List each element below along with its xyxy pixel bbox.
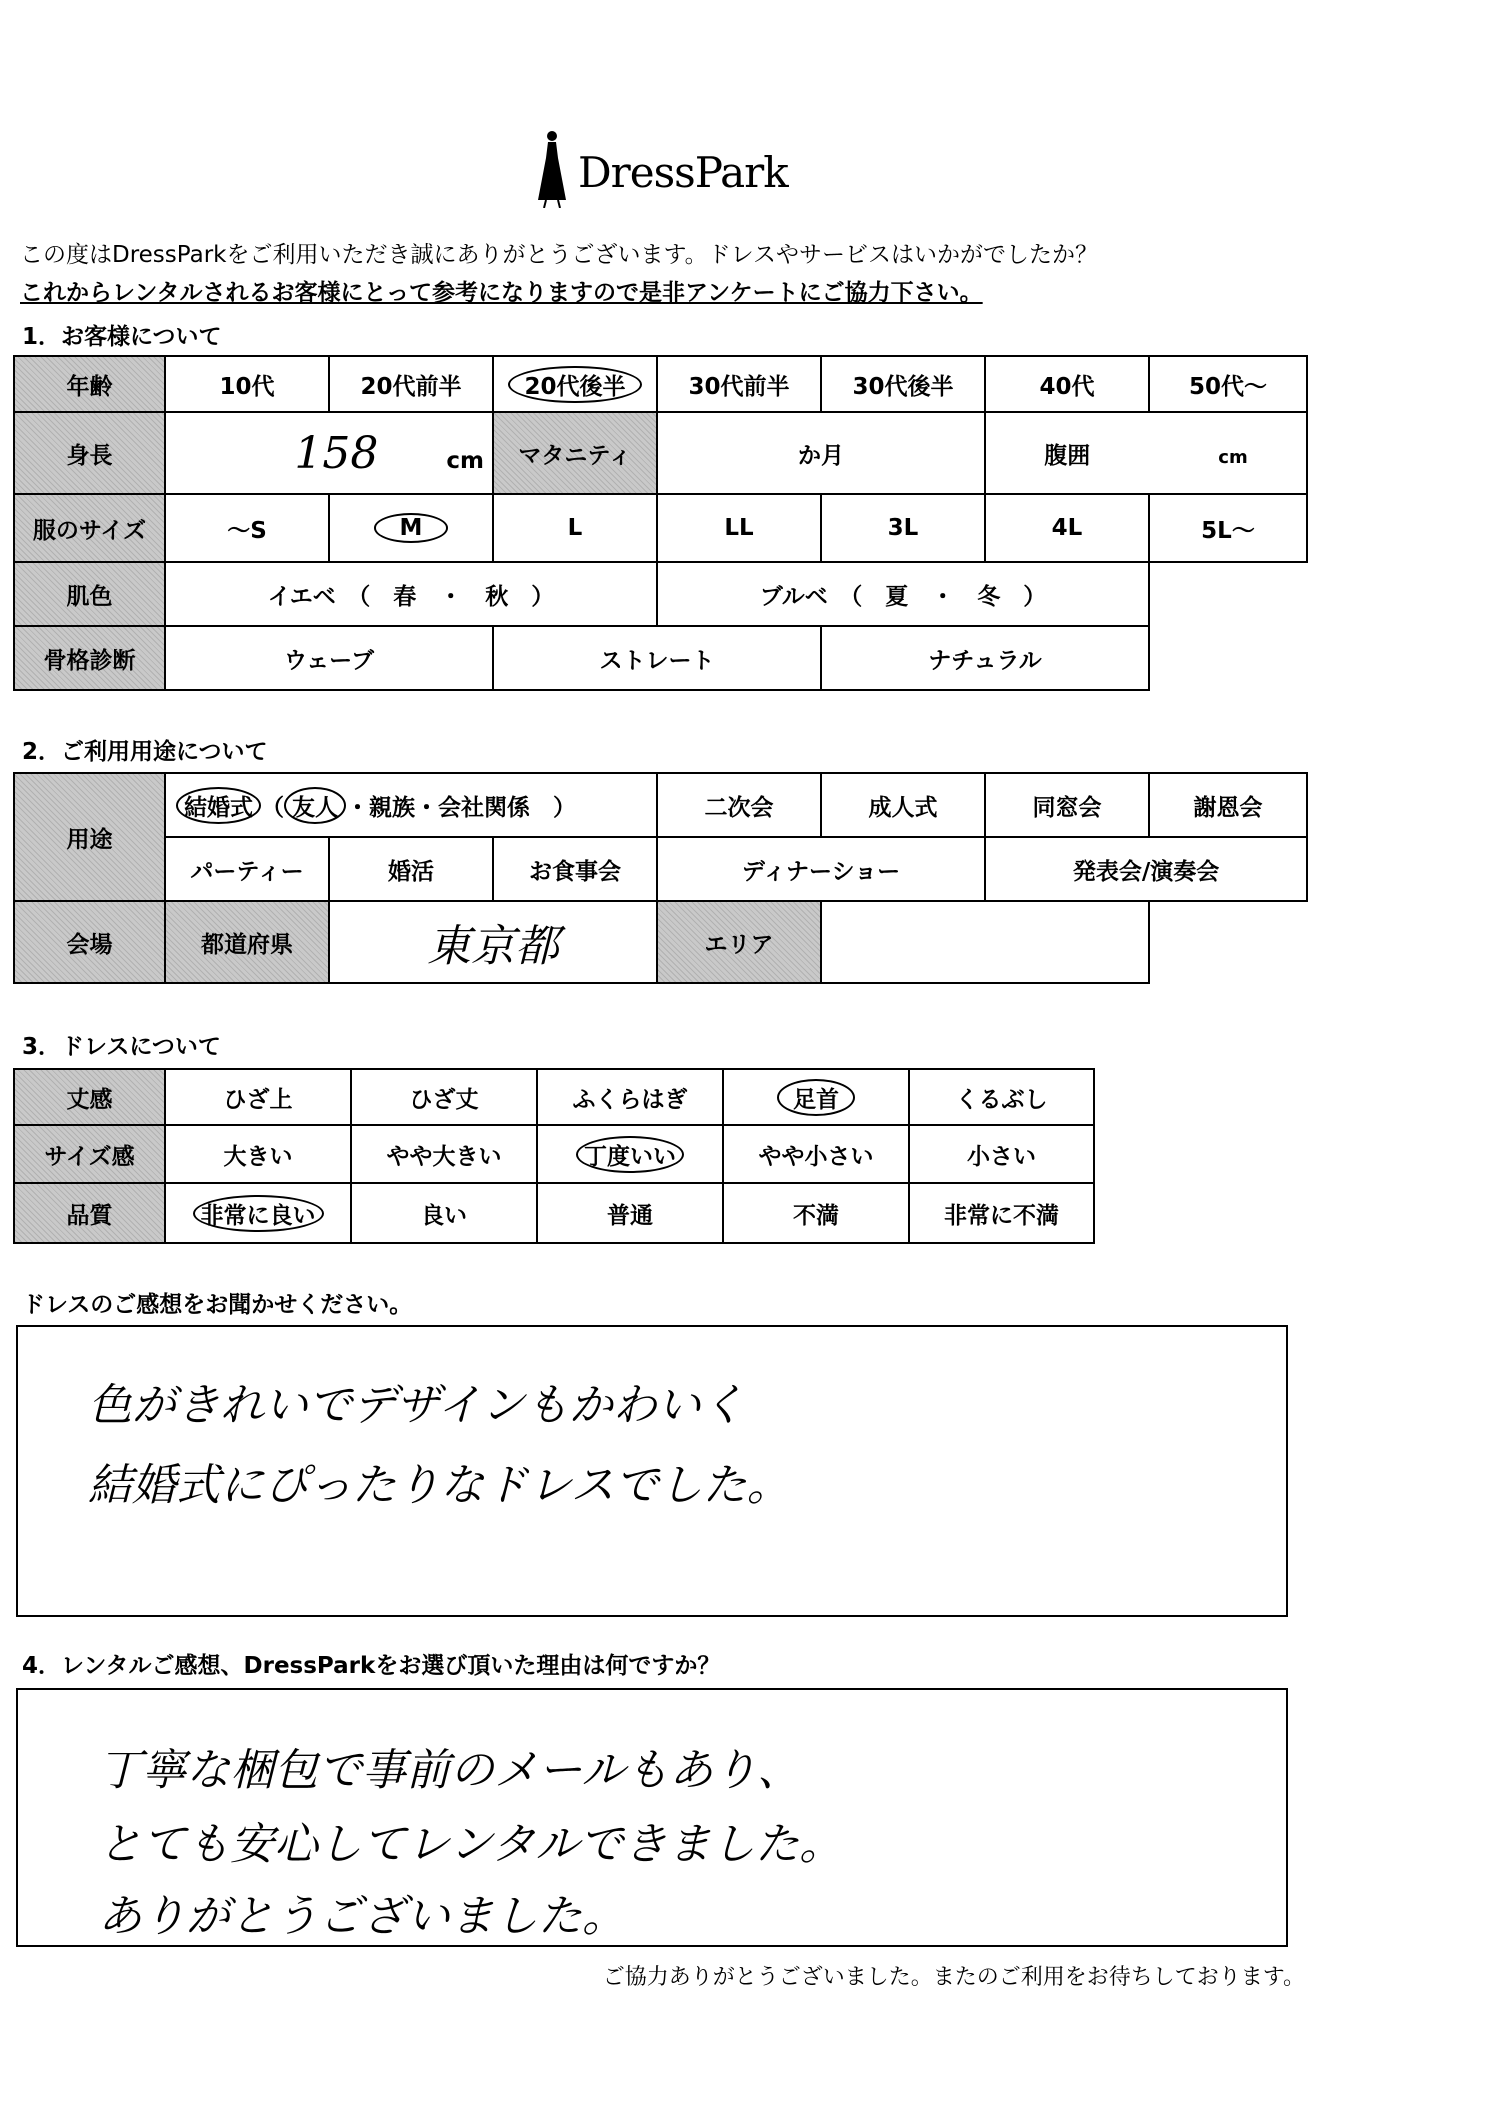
prefecture-value: 東京都 bbox=[427, 921, 559, 972]
waist-label: 腹囲 bbox=[1044, 442, 1091, 469]
skin-label: 肌色 bbox=[14, 562, 165, 626]
age-label: 年齢 bbox=[14, 356, 165, 412]
fit-option-selected[interactable] bbox=[537, 1125, 723, 1183]
fit-option[interactable]: やや小さい bbox=[723, 1125, 909, 1183]
length-option[interactable]: ひざ丈 bbox=[351, 1069, 537, 1125]
reason-line: ありがとうございました。 bbox=[98, 1891, 626, 1942]
usage-option[interactable]: 謝恩会 bbox=[1149, 773, 1307, 837]
age-option[interactable]: 30代後半 bbox=[821, 356, 985, 412]
section1-title: 1．お客様について bbox=[22, 324, 222, 350]
frame-option[interactable]: ストレート bbox=[493, 626, 821, 690]
age-option[interactable]: 40代 bbox=[985, 356, 1149, 412]
logo bbox=[530, 128, 790, 208]
friend-selected: 友人 bbox=[284, 787, 346, 824]
open-paren: （ bbox=[261, 794, 284, 821]
skin-blue-option[interactable]: ブルベ （ 夏 ・ 冬 ） bbox=[657, 562, 1149, 626]
customer-table bbox=[13, 355, 1308, 691]
impression-line: 色がきれいでデザインもかわいく bbox=[88, 1380, 745, 1431]
wedding-option-cell[interactable] bbox=[165, 773, 657, 837]
size-option[interactable]: 4L bbox=[985, 494, 1149, 562]
length-option-selected[interactable] bbox=[723, 1069, 909, 1125]
usage-row-1 bbox=[14, 773, 1307, 837]
size-option[interactable]: LL bbox=[657, 494, 821, 562]
skin-yellow-option[interactable]: イエベ （ 春 ・ 秋 ） bbox=[165, 562, 657, 626]
venue-row bbox=[14, 901, 1307, 983]
usage-option[interactable]: 成人式 bbox=[821, 773, 985, 837]
size-option[interactable]: 5L～ bbox=[1149, 494, 1307, 562]
frame-label: 骨格診断 bbox=[14, 626, 165, 690]
skin-row bbox=[14, 562, 1307, 626]
size-label: 服のサイズ bbox=[14, 494, 165, 562]
selection-circle: 足首 bbox=[777, 1079, 855, 1116]
usage-row-2 bbox=[14, 837, 1307, 901]
empty-cell bbox=[1149, 901, 1307, 983]
usage-option[interactable]: パーティー bbox=[165, 837, 329, 901]
selection-circle: 20代後半 bbox=[508, 366, 641, 403]
quality-row bbox=[14, 1183, 1094, 1243]
maternity-label: マタニティ bbox=[493, 412, 657, 494]
size-option[interactable]: ～S bbox=[165, 494, 329, 562]
age-option[interactable]: 30代前半 bbox=[657, 356, 821, 412]
usage-option[interactable]: ディナーショー bbox=[657, 837, 985, 901]
prefecture-field[interactable] bbox=[329, 901, 657, 983]
waist-unit: cm bbox=[1218, 446, 1248, 468]
height-row bbox=[14, 412, 1307, 494]
height-value: 158 bbox=[294, 427, 379, 479]
fit-option[interactable]: 大きい bbox=[165, 1125, 351, 1183]
fit-option[interactable]: やや大きい bbox=[351, 1125, 537, 1183]
fit-label: サイズ感 bbox=[14, 1125, 165, 1183]
selection-circle: 丁度いい bbox=[576, 1136, 684, 1173]
waist-field[interactable] bbox=[985, 412, 1307, 494]
height-field[interactable] bbox=[165, 412, 493, 494]
usage-option[interactable]: お食事会 bbox=[493, 837, 657, 901]
intro-line-1: この度はDressParkをご利用いただき誠にありがとうございます。ドレスやサービスはいかがでしたか？ bbox=[20, 242, 1098, 268]
empty-cell bbox=[1149, 626, 1307, 690]
venue-label: 会場 bbox=[14, 901, 165, 983]
size-option[interactable]: L bbox=[493, 494, 657, 562]
usage-label: 用途 bbox=[14, 773, 165, 901]
age-option[interactable]: 50代～ bbox=[1149, 356, 1307, 412]
usage-option[interactable]: 同窓会 bbox=[985, 773, 1149, 837]
age-option[interactable]: 20代前半 bbox=[329, 356, 493, 412]
footer-thanks: ご協力ありがとうございました。またのご利用をお待ちしております。 bbox=[602, 1965, 1305, 1990]
height-label: 身長 bbox=[14, 412, 165, 494]
wedding-selected: 結婚式 bbox=[176, 787, 261, 824]
length-option[interactable]: くるぶし bbox=[909, 1069, 1094, 1125]
reason-line: 丁寧な梱包で事前のメールもあり、 bbox=[98, 1745, 802, 1796]
wedding-rest: ・親族・会社関係 ） bbox=[346, 794, 576, 821]
usage-option[interactable]: 婚活 bbox=[329, 837, 493, 901]
dress-silhouette-icon bbox=[530, 128, 574, 208]
quality-label: 品質 bbox=[14, 1183, 165, 1243]
maternity-month-field[interactable] bbox=[657, 412, 985, 494]
length-option[interactable]: ひざ上 bbox=[165, 1069, 351, 1125]
reason-textarea[interactable] bbox=[16, 1688, 1288, 1947]
impression-textarea[interactable] bbox=[16, 1325, 1288, 1617]
section2-title: 2．ご利用用途について bbox=[22, 739, 268, 765]
quality-option[interactable]: 良い bbox=[351, 1183, 537, 1243]
fit-row bbox=[14, 1125, 1094, 1183]
month-unit: か月 bbox=[798, 442, 844, 469]
intro-line-2: これからレンタルされるお客様にとって参考になりますので是非アンケートにご協力下さい。 bbox=[20, 280, 983, 306]
selection-circle: M bbox=[374, 513, 449, 543]
age-option-selected[interactable] bbox=[493, 356, 657, 412]
fit-option[interactable]: 小さい bbox=[909, 1125, 1094, 1183]
length-row bbox=[14, 1069, 1094, 1125]
usage-option[interactable]: 二次会 bbox=[657, 773, 821, 837]
empty-cell bbox=[1149, 562, 1307, 626]
usage-option[interactable]: 発表会/演奏会 bbox=[985, 837, 1307, 901]
prefecture-label: 都道府県 bbox=[165, 901, 329, 983]
area-field[interactable] bbox=[821, 901, 1149, 983]
quality-option[interactable]: 不満 bbox=[723, 1183, 909, 1243]
area-label: エリア bbox=[657, 901, 821, 983]
section4-title: 4．レンタルご感想、DressParkをお選び頂いた理由は何ですか？ bbox=[22, 1653, 721, 1679]
size-option-selected[interactable] bbox=[329, 494, 493, 562]
quality-option[interactable]: 普通 bbox=[537, 1183, 723, 1243]
quality-option[interactable]: 非常に不満 bbox=[909, 1183, 1094, 1243]
logo-text: DressPark bbox=[578, 148, 788, 197]
size-option[interactable]: 3L bbox=[821, 494, 985, 562]
usage-table bbox=[13, 772, 1308, 984]
quality-option-selected[interactable] bbox=[165, 1183, 351, 1243]
age-row bbox=[14, 356, 1307, 412]
impression-line: 結婚式にぴったりなドレスでした。 bbox=[88, 1460, 791, 1511]
size-row bbox=[14, 494, 1307, 562]
height-unit: cm bbox=[446, 447, 484, 474]
age-option[interactable]: 10代 bbox=[165, 356, 329, 412]
frame-row bbox=[14, 626, 1307, 690]
length-label: 丈感 bbox=[14, 1069, 165, 1125]
reason-line: とても安心してレンタルできました。 bbox=[98, 1819, 844, 1870]
length-option[interactable]: ふくらはぎ bbox=[537, 1069, 723, 1125]
section3-title: 3．ドレスについて bbox=[22, 1034, 221, 1060]
frame-option[interactable]: ウェーブ bbox=[165, 626, 493, 690]
frame-option[interactable]: ナチュラル bbox=[821, 626, 1149, 690]
impression-prompt: ドレスのご感想をお聞かせください。 bbox=[22, 1292, 413, 1318]
selection-circle: 非常に良い bbox=[193, 1195, 324, 1232]
dress-table bbox=[13, 1068, 1095, 1244]
